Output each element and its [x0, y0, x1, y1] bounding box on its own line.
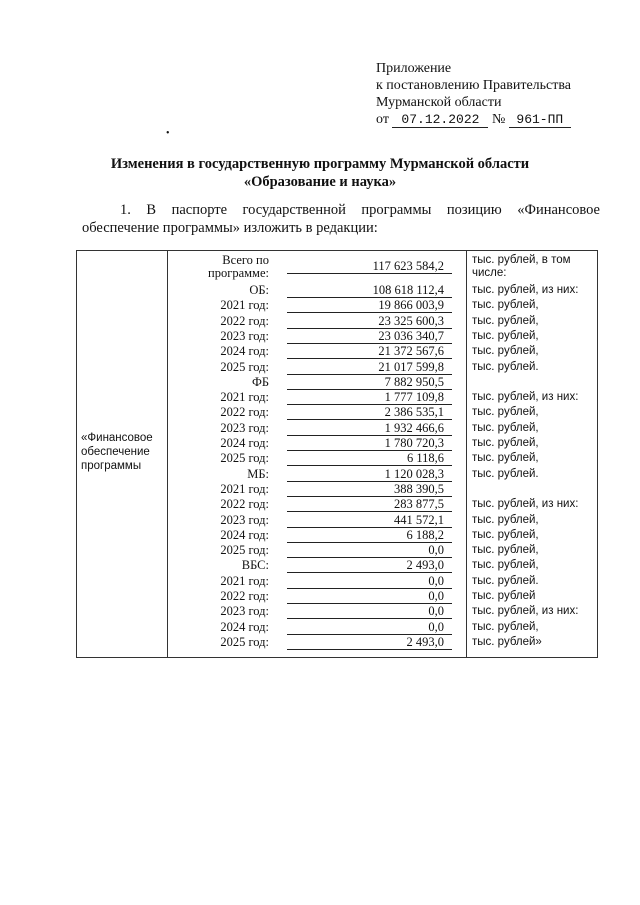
row-amount: 0,0	[287, 604, 452, 619]
row-period-label: 2021 год:	[220, 573, 269, 588]
row-amount: 0,0	[287, 543, 452, 558]
row-period-label: ВБС:	[241, 558, 269, 573]
row-period-label: 2024 год:	[220, 619, 269, 634]
row-unit: тыс. рублей, в том числе:	[472, 254, 571, 279]
row-period-label: ФБ	[251, 374, 269, 389]
row-amount: 0,0	[287, 574, 452, 589]
table-row	[167, 390, 599, 405]
row-unit: тыс. рублей.	[472, 574, 539, 587]
row-period-label: 2022 год:	[220, 405, 269, 420]
row-unit: тыс. рублей,	[472, 559, 539, 572]
row-amount: 2 493,0	[287, 558, 452, 573]
table-row	[167, 436, 599, 451]
table-row	[167, 375, 599, 390]
row-period-label: Всего по программе:	[208, 253, 269, 280]
table-row	[167, 451, 599, 466]
row-unit: тыс. рублей, из них:	[472, 284, 579, 296]
row-amount: 23 325 600,3	[287, 314, 452, 329]
row-unit: тыс. рублей, из них:	[472, 498, 579, 511]
table-row	[167, 283, 599, 298]
intro-paragraph: 1. В паспорте государственной программы позицию «Финансовое обеспечение программы» изложить в редакции:	[82, 202, 600, 236]
row-period-label: 2021 год:	[220, 298, 269, 313]
row-amount: 1 120 028,3	[287, 467, 452, 482]
table-row	[167, 253, 599, 283]
row-period-label: 2022 год:	[220, 313, 269, 328]
row-amount: 0,0	[287, 620, 452, 635]
row-amount: 2 386 535,1	[287, 405, 452, 420]
row-period-label: 2025 год:	[220, 634, 269, 649]
row-amount: 6 188,2	[287, 528, 452, 543]
appendix-line-1: Приложение	[376, 61, 452, 76]
table-row	[167, 543, 599, 558]
row-period-label: 2023 год:	[220, 328, 269, 343]
row-period-label: 2021 год:	[220, 481, 269, 496]
row-amount: 388 390,5	[287, 482, 452, 497]
row-unit: тыс. рублей,	[472, 329, 539, 342]
row-period-label: 2025 год:	[220, 451, 269, 466]
title-line-2: «Образование и наука»	[243, 174, 397, 190]
row-period-label: МБ:	[247, 466, 269, 481]
row-amount: 23 036 340,7	[287, 329, 452, 344]
row-unit: тыс. рублей,	[472, 544, 539, 557]
row-unit: тыс. рублей.	[472, 467, 539, 480]
row-period-label: 2024 год:	[220, 344, 269, 359]
row-amount: 21 017 599,8	[287, 360, 452, 375]
row-unit: тыс. рублей.	[472, 360, 539, 373]
row-unit: тыс. рублей, из них:	[472, 391, 579, 404]
table-row	[167, 329, 599, 344]
row-period-label: 2022 год:	[220, 589, 269, 603]
title-line-1: Изменения в государственную программу Мурманской области	[110, 156, 530, 172]
table-row	[167, 589, 599, 604]
row-period-label: 2021 год:	[220, 390, 269, 405]
row-period-label: 2023 год:	[220, 420, 269, 435]
table-row	[167, 421, 599, 436]
stray-dot: •	[166, 128, 170, 139]
row-period-label: 2024 год:	[220, 436, 269, 450]
row-amount: 283 877,5	[287, 497, 452, 512]
row-amount: 0,0	[287, 589, 452, 604]
row-unit: тыс. рублей»	[472, 635, 542, 648]
appendix-line-2: к постановлению Правительства	[376, 78, 572, 93]
table-row	[167, 528, 599, 543]
row-unit: тыс. рублей,	[472, 528, 539, 541]
date-prefix: от	[376, 112, 389, 127]
row-unit: тыс. рублей,	[472, 299, 539, 312]
row-period-label: 2022 год:	[220, 497, 269, 512]
financing-table	[76, 250, 598, 658]
row-period-label: 2025 год:	[220, 543, 269, 558]
table-row	[167, 405, 599, 420]
table-row	[167, 635, 599, 650]
decree-number: 961-ПП	[509, 112, 571, 128]
row-unit: тыс. рублей,	[472, 406, 539, 419]
row-amount: 2 493,0	[287, 635, 452, 650]
row-amount: 1 777 109,8	[287, 390, 452, 405]
table-row	[167, 467, 599, 482]
row-period-label: 2024 год:	[220, 527, 269, 542]
row-amount: 6 118,6	[287, 451, 452, 466]
table-row	[167, 513, 599, 528]
row-period-label: 2025 год:	[220, 359, 269, 374]
row-amount: 19 866 003,9	[287, 298, 452, 313]
table-row	[167, 497, 599, 512]
appendix-line-3: Мурманской области	[376, 95, 502, 110]
row-amount: 1 780 720,3	[287, 436, 452, 451]
row-amount: 7 882 950,5	[287, 375, 452, 390]
row-amount: 441 572,1	[287, 513, 452, 528]
row-label-financing: «Финансовое обеспечение программы	[81, 432, 153, 472]
row-amount: 108 618 112,4	[287, 283, 452, 298]
row-period-label: 2023 год:	[220, 604, 269, 619]
table-row	[167, 344, 599, 359]
row-unit: тыс. рублей, из них:	[472, 605, 579, 618]
number-prefix: №	[491, 112, 506, 127]
table-row	[167, 298, 599, 313]
table-row	[167, 604, 599, 619]
row-amount: 117 623 584,2	[287, 259, 452, 274]
row-unit: тыс. рублей,	[472, 620, 539, 633]
row-amount: 1 932 466,6	[287, 421, 452, 436]
table-row	[167, 620, 599, 635]
table-row	[167, 558, 599, 573]
row-period-label: ОБ:	[249, 283, 269, 297]
table-row	[167, 314, 599, 329]
table-row	[167, 482, 599, 497]
decree-date: 07.12.2022	[392, 112, 488, 128]
row-unit: тыс. рублей,	[472, 452, 539, 465]
appendix-date-line	[376, 111, 571, 128]
document-title	[0, 155, 640, 191]
row-unit: тыс. рублей	[472, 590, 536, 602]
row-unit: тыс. рублей,	[472, 314, 539, 327]
row-unit: тыс. рублей,	[472, 345, 539, 358]
row-unit: тыс. рублей,	[472, 437, 539, 449]
row-period-label: 2023 год:	[220, 512, 269, 527]
row-amount: 21 372 567,6	[287, 344, 452, 359]
table-row	[167, 360, 599, 375]
row-unit: тыс. рублей,	[472, 421, 539, 434]
table-row	[167, 574, 599, 589]
row-unit: тыс. рублей,	[472, 513, 539, 526]
appendix-header	[376, 60, 571, 128]
